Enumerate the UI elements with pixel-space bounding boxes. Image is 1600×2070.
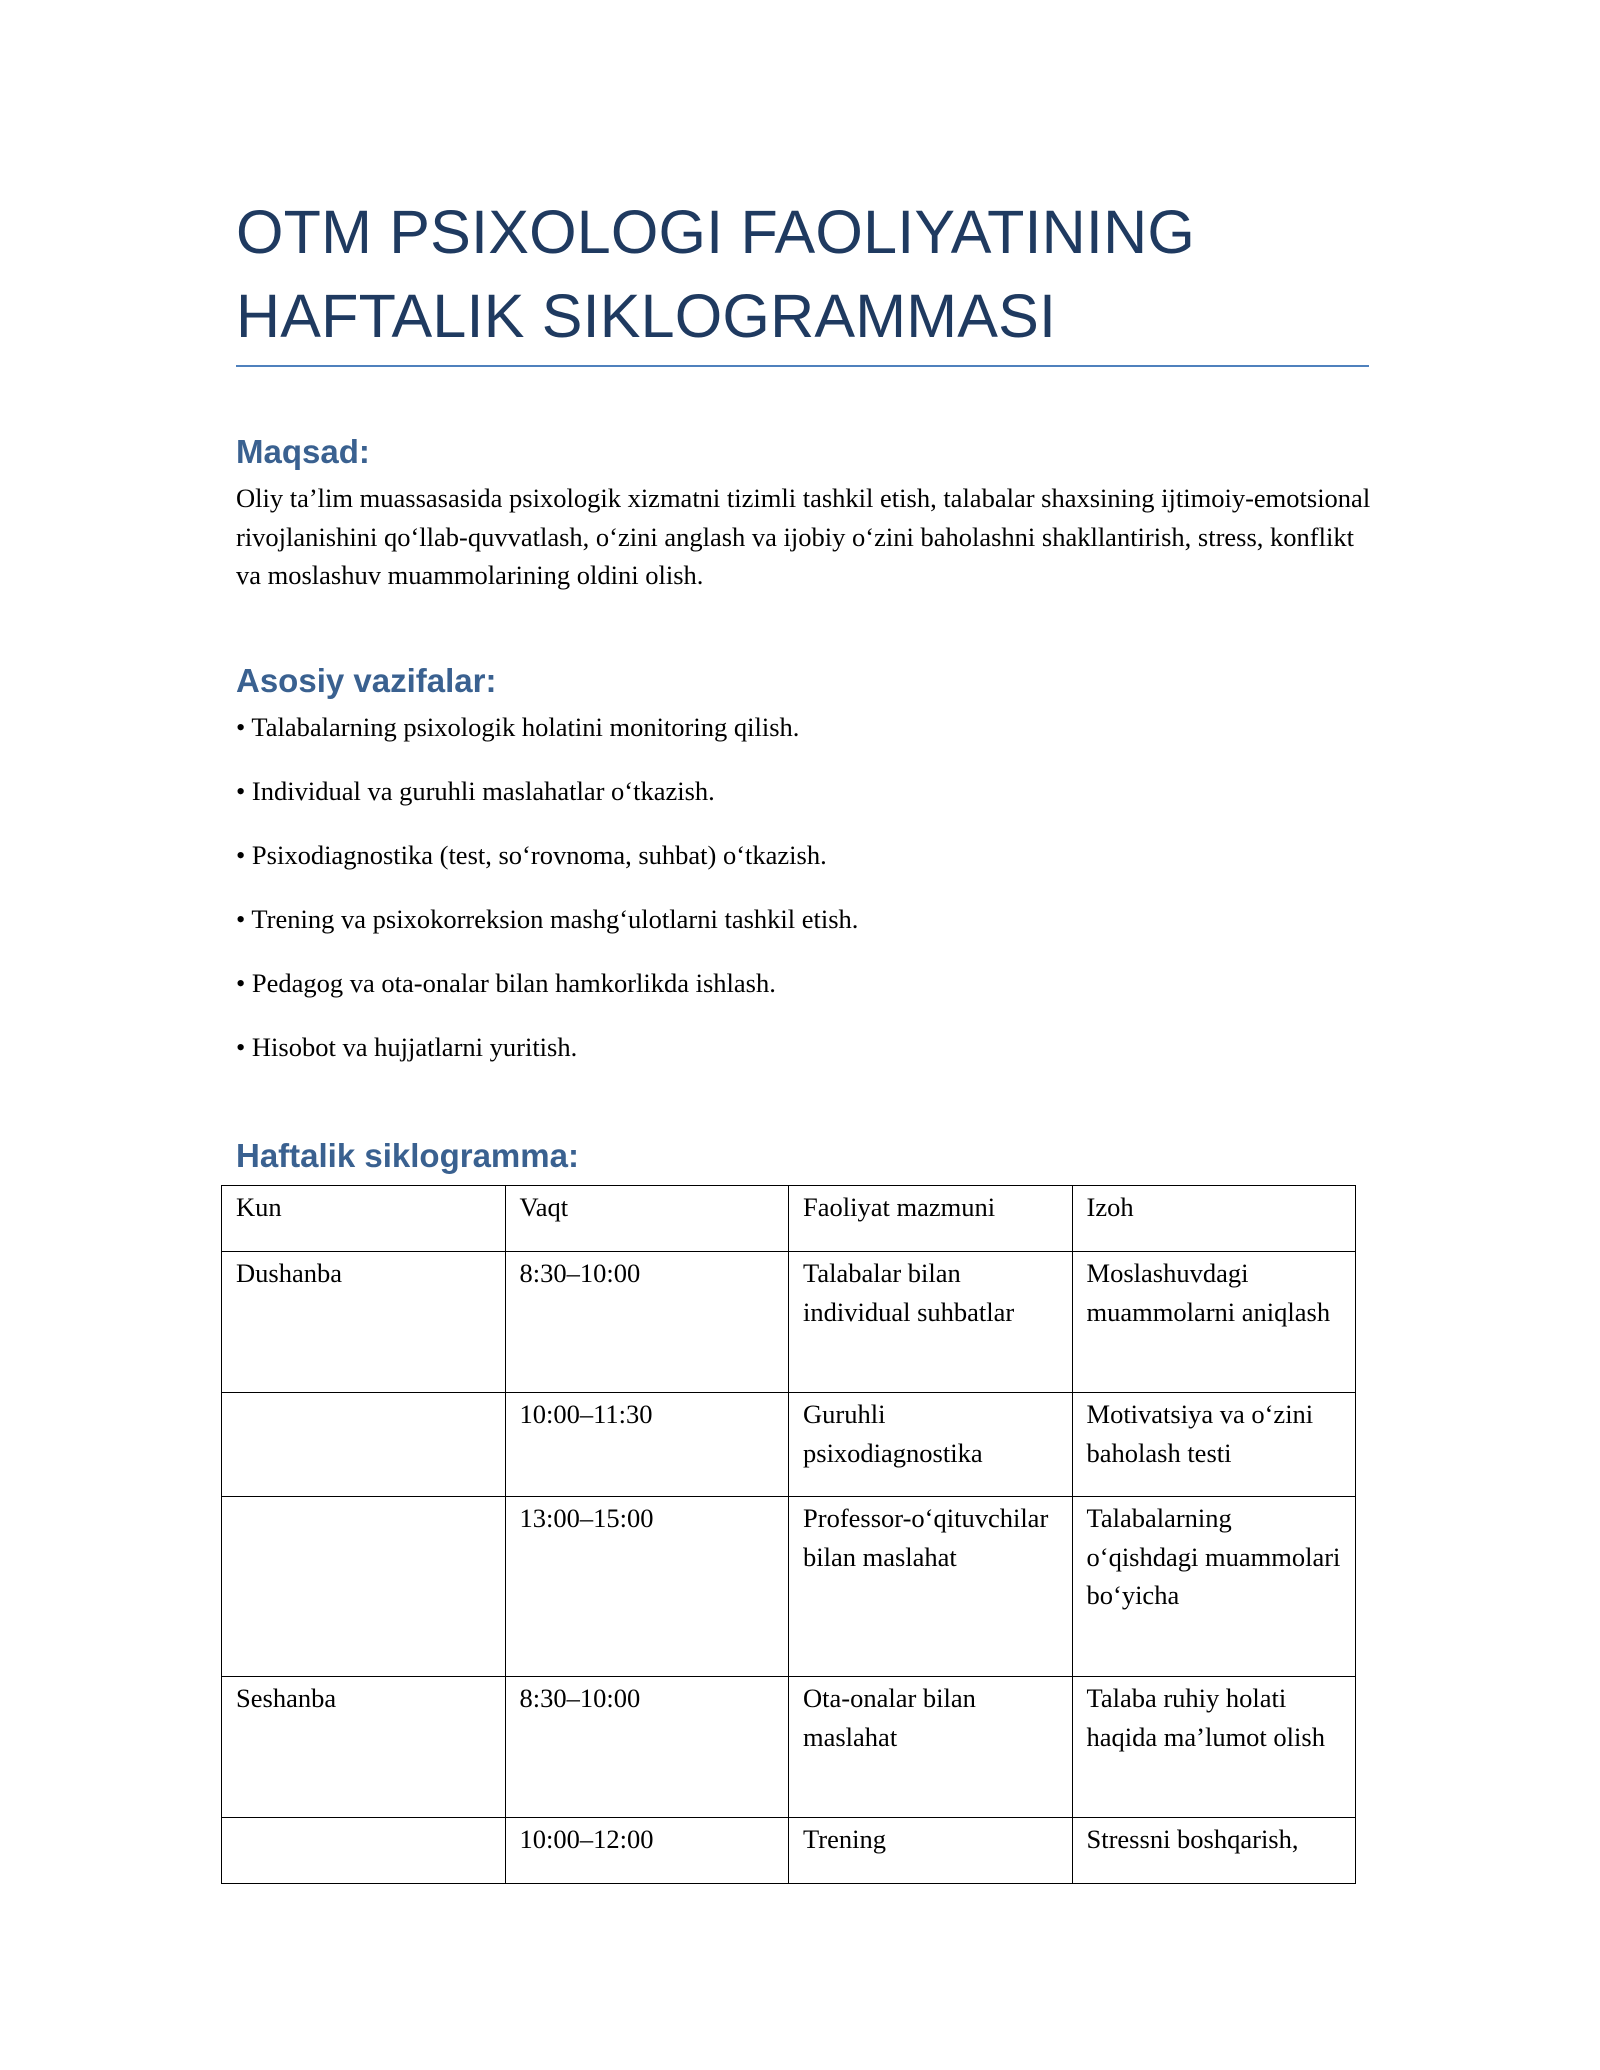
column-header-activity: Faoliyat mazmuni	[789, 1186, 1073, 1252]
list-item: • Hisobot va hujjatlarni yuritish.	[236, 1032, 578, 1062]
title-divider	[236, 365, 1369, 367]
table-row	[222, 1497, 1356, 1677]
column-header-time: Vaqt	[505, 1186, 789, 1252]
table-cell: 10:00–11:30	[505, 1393, 789, 1497]
table-cell: Ota-onalar bilan maslahat	[789, 1677, 1073, 1818]
list-item: • Psixodiagnostika (test, so‘rovnoma, suhbat) o‘tkazish.	[236, 840, 827, 870]
table-cell: Dushanba	[222, 1252, 506, 1393]
table-cell: Moslashuvdagi muammolarni aniqlash	[1072, 1252, 1356, 1393]
purpose-text: Oliy ta’lim muassasasida psixologik xizmatni tizimli tashkil etish, talabalar shaxsining ijtimoiy-emotsional rivojlanishini qo‘llab-quvvatlash, o‘zini anglash va ijobiy o‘zini baholashni shakllantirish, stress, konflikt va moslashuv muammolarining oldini olish.	[236, 483, 1371, 590]
table-cell	[222, 1497, 506, 1677]
document-title: OTM PSIXOLOGI FAOLIYATINING HAFTALIK SIKLOGRAMMASI	[236, 198, 1195, 350]
table-cell: Stressni boshqarish,	[1072, 1818, 1356, 1884]
table-cell: 8:30–10:00	[505, 1252, 789, 1393]
column-header-note: Izoh	[1072, 1186, 1356, 1252]
list-item: • Individual va guruhli maslahatlar o‘tkazish.	[236, 776, 715, 806]
purpose-heading: Maqsad:	[236, 433, 370, 470]
table-row	[222, 1393, 1356, 1497]
table-cell: Professor-o‘qituvchilar bilan maslahat	[789, 1497, 1073, 1677]
table-cell: Trening	[789, 1818, 1073, 1884]
schedule-table	[221, 1185, 1356, 1884]
table-cell	[222, 1818, 506, 1884]
table-cell: Talaba ruhiy holati haqida ma’lumot olish	[1072, 1677, 1356, 1818]
table-cell: Motivatsiya va o‘zini baholash testi	[1072, 1393, 1356, 1497]
table-row	[222, 1818, 1356, 1884]
table-cell: 10:00–12:00	[505, 1818, 789, 1884]
table-cell: Seshanba	[222, 1677, 506, 1818]
table-row	[222, 1677, 1356, 1818]
table-cell: Guruhli psixodiagnostika	[789, 1393, 1073, 1497]
list-item: • Trening va psixokorreksion mashg‘ulotlarni tashkil etish.	[236, 904, 859, 934]
table-cell: Talabalar bilan individual suhbatlar	[789, 1252, 1073, 1393]
table-cell: Talabalarning o‘qishdagi muammolari bo‘yicha	[1072, 1497, 1356, 1677]
table-cell	[222, 1393, 506, 1497]
table-cell: 13:00–15:00	[505, 1497, 789, 1677]
table-cell: 8:30–10:00	[505, 1677, 789, 1818]
table-row	[222, 1252, 1356, 1393]
list-item: • Talabalarning psixologik holatini monitoring qilish.	[236, 712, 800, 742]
column-header-day: Kun	[222, 1186, 506, 1252]
list-item: • Pedagog va ota-onalar bilan hamkorlikda ishlash.	[236, 968, 776, 998]
table-header-row	[222, 1186, 1356, 1252]
tasks-list	[236, 707, 1376, 1091]
schedule-heading: Haftalik siklogramma:	[236, 1137, 579, 1174]
tasks-heading: Asosiy vazifalar:	[236, 662, 497, 699]
